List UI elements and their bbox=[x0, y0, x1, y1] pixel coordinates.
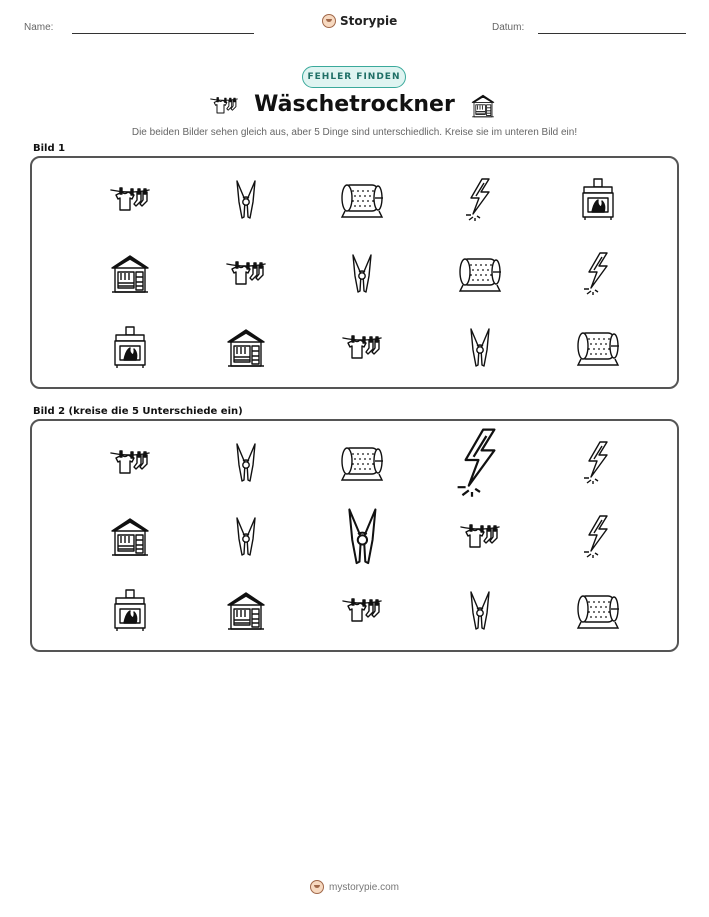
picture2-item-r1c3[interactable] bbox=[322, 429, 402, 497]
picture2-label: Bild 2 (kreise die 5 Unterschiede ein) bbox=[33, 406, 243, 417]
clothesline-icon bbox=[110, 446, 150, 480]
shed-title-icon bbox=[469, 94, 497, 118]
shed-icon bbox=[226, 328, 266, 368]
picture1-panel bbox=[30, 156, 679, 389]
picture1-item-r3c3 bbox=[322, 314, 402, 382]
stove-icon bbox=[112, 589, 148, 633]
clothespin-icon bbox=[234, 180, 258, 220]
name-line[interactable] bbox=[72, 33, 254, 34]
dryer-drum-icon bbox=[575, 592, 621, 630]
clothespin-icon bbox=[345, 508, 380, 566]
lightning-icon bbox=[583, 515, 613, 559]
picture1-item-r3c5 bbox=[558, 314, 638, 382]
clothespin-icon bbox=[234, 517, 258, 557]
clothespin-icon bbox=[350, 254, 374, 294]
picture2-item-r3c2[interactable] bbox=[206, 577, 286, 645]
clothespin-icon bbox=[468, 591, 492, 631]
clothesline-icon bbox=[342, 331, 382, 365]
picture1-label: Bild 1 bbox=[33, 143, 66, 154]
picture2-item-r1c2[interactable] bbox=[206, 429, 286, 497]
instructions: Die beiden Bilder sehen gleich aus, aber 5 Dinge sind unterschiedlich. Kreise sie im unteren Bild ein! bbox=[131, 127, 578, 138]
shed-icon bbox=[110, 254, 150, 294]
clothespin-icon bbox=[468, 328, 492, 368]
picture2-item-r3c5[interactable] bbox=[558, 577, 638, 645]
picture2-panel[interactable] bbox=[30, 419, 679, 652]
picture1-item-r2c5 bbox=[558, 240, 638, 308]
picture1-item-r1c2 bbox=[206, 166, 286, 234]
picture2-item-r3c1[interactable] bbox=[90, 577, 170, 645]
name-label: Name: bbox=[24, 22, 54, 33]
picture1-item-r1c4 bbox=[440, 166, 520, 234]
clothespin-icon bbox=[234, 443, 258, 483]
clothesline-icon bbox=[110, 183, 150, 217]
category-badge: FEHLER FINDEN bbox=[302, 66, 406, 88]
lightning-icon bbox=[465, 178, 495, 222]
dryer-drum-icon bbox=[575, 329, 621, 367]
dryer-drum-icon bbox=[457, 255, 503, 293]
shed-icon bbox=[226, 591, 266, 631]
picture1-item-r2c3 bbox=[322, 240, 402, 308]
picture1-item-r2c1 bbox=[90, 240, 170, 308]
dryer-drum-icon bbox=[339, 444, 385, 482]
picture2-item-r2c4[interactable] bbox=[440, 503, 520, 571]
storypie-logo bbox=[322, 14, 397, 28]
date-label: Datum: bbox=[492, 22, 525, 33]
clothesline-icon bbox=[226, 257, 266, 291]
picture2-item-r1c5[interactable] bbox=[558, 429, 638, 497]
lightning-icon bbox=[583, 252, 613, 296]
footer bbox=[0, 880, 709, 894]
date-line[interactable] bbox=[538, 33, 686, 34]
stove-icon bbox=[580, 178, 616, 222]
picture2-item-r1c1[interactable] bbox=[90, 429, 170, 497]
picture2-item-r1c4[interactable] bbox=[440, 429, 520, 497]
picture1-item-r3c1 bbox=[90, 314, 170, 382]
clothesline-icon bbox=[342, 594, 382, 628]
picture1-item-r3c2 bbox=[206, 314, 286, 382]
picture1-item-r3c4 bbox=[440, 314, 520, 382]
picture2-item-r2c5[interactable] bbox=[558, 503, 638, 571]
picture1-item-r1c3 bbox=[322, 166, 402, 234]
lightning-icon bbox=[583, 441, 613, 485]
picture2-item-r3c3[interactable] bbox=[322, 577, 402, 645]
shed-icon bbox=[110, 517, 150, 557]
picture2-item-r2c3[interactable] bbox=[322, 503, 402, 571]
stove-icon bbox=[112, 326, 148, 370]
picture1-item-r1c5 bbox=[558, 166, 638, 234]
brand-name: Storypie bbox=[340, 14, 398, 28]
picture1-item-r1c1 bbox=[90, 166, 170, 234]
storypie-mascot-icon bbox=[322, 14, 336, 28]
footer-url[interactable]: mystorypie.com bbox=[328, 881, 399, 893]
picture2-item-r2c1[interactable] bbox=[90, 503, 170, 571]
storypie-mascot-icon bbox=[310, 880, 324, 894]
picture2-item-r3c4[interactable] bbox=[440, 577, 520, 645]
picture1-item-r2c2 bbox=[206, 240, 286, 308]
picture1-item-r2c4 bbox=[440, 240, 520, 308]
worksheet-header bbox=[0, 14, 709, 44]
page-title: Wäschetrockner bbox=[254, 92, 455, 117]
picture2-item-r2c2[interactable] bbox=[206, 503, 286, 571]
lightning-icon bbox=[456, 428, 504, 498]
dryer-drum-icon bbox=[339, 181, 385, 219]
clothesline-icon bbox=[460, 520, 500, 554]
